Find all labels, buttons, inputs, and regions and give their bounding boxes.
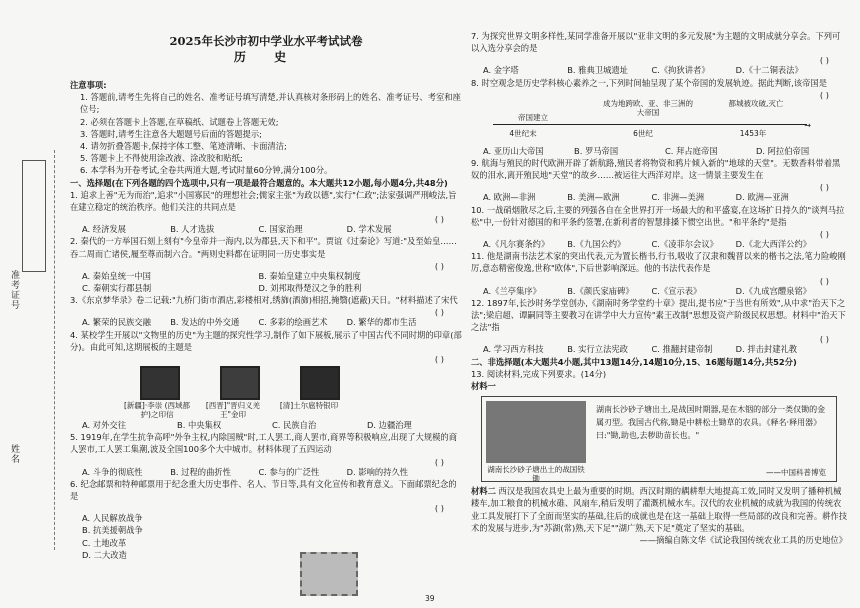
question-stem: 6. 纪念邮票和特种邮票用于纪念重大历史事件、名人、节日等,具有文化宣传和教育意义。下面邮票纪念的是	[70, 478, 457, 502]
note-item: 1. 答题前,请考生先将自己的姓名、准考证号填写清楚,并认真核对条形码上的姓名、准考证号、考室和座位号;	[80, 92, 461, 115]
option-c: C. 多彩的绘画艺术	[258, 317, 328, 328]
option-c: C. 民族自治	[272, 420, 317, 431]
options-row	[70, 270, 435, 294]
option-c: C. 推翻封建帝制	[651, 344, 713, 355]
answer-paren-row	[471, 54, 847, 64]
material1-box	[481, 396, 837, 482]
question-stem: 2. 秦代的一方举国石刻上刻有"今皇帝并一海内,以为郡县,天下和平"。贾谊《过秦论》写道:"及至始皇……吞二周而亡诸侯,履至尊而制六合。"两则史料都在证明同一历史事实是	[70, 236, 457, 259]
question-stem: 10. 一战硝烟散尽之后,主要的列强各自在全世界打开一场最大的和平盛宴,在这场扩日持久的"谈判马拉松"中,一份针对德国的和平条约签署,在新利者的智慧排搡下惯空出世。"和平条约"是指	[471, 204, 845, 227]
options-row	[471, 343, 820, 355]
seal-image-1	[140, 366, 180, 400]
seal-images	[140, 366, 462, 400]
answer-paren: ( )	[819, 229, 829, 240]
question-stem: 7. 为探究世界文明多样性,某同学准备开展以"亚非文明的多元发展"为主题的文明成就分享会。下列可以入选分享会的是	[471, 31, 841, 54]
options-row	[70, 316, 435, 328]
options-row	[70, 419, 462, 431]
option-d: D.《十二铜表法》	[735, 65, 803, 76]
student-id-box	[22, 160, 46, 272]
option-a: A. 人民解放战争	[82, 513, 143, 524]
option-d: D. 边疆治理	[367, 420, 412, 431]
options-row	[471, 238, 820, 250]
option-a: A. 经济发展	[82, 224, 126, 235]
section1-header: 一、选择题(在下列各题的四个选项中,只有一项是最符合题意的。本大题共12小题,每小题4分,共48分)	[70, 177, 448, 188]
exam-title: 2025年长沙市初中学业水平考试试卷	[169, 34, 363, 48]
material2-text: 西汉是我国农具史上最为重要的时期。西汉时期的耦耕犁大地提高工效,同时又发明了播种机械耧车,加工粮食的机械水碓、风扇车,稍后发明了灌溉机械水车。汉代的农业机械的成就为我国的传统农业工具发展打下了全面而坚实的基础,往后的成就也是在这一基础上取得一些局部的改良和完善。耕作技术的发展与进步,为"苏湖(常)熟,天下足""湖广熟,天下足"奠定了坚实的基础。	[471, 486, 848, 533]
note-item: 3. 答题时,请考生注意各大题题号后面的答题提示;	[80, 128, 262, 139]
answer-paren: ( )	[434, 503, 444, 514]
option-b: B. 雅典卫城遗址	[567, 65, 628, 76]
right-column	[471, 30, 847, 546]
notes-title: 注意事项:	[70, 80, 107, 90]
answer-paren: ( )	[434, 260, 444, 271]
question-stem: 12. 1897年,长沙时务学堂创办,《湖南时务学堂约十章》提出,提书应"于当世有所效",从中求"治天下之法";梁启超、谭嗣同等主要教习在讲学中大力宣传"素王改制"思想及资产阶级民权思想。材料中"治天下之法"指	[471, 297, 846, 333]
answer-paren: ( )	[434, 307, 444, 318]
options-row	[471, 285, 820, 297]
answer-paren: ( )	[819, 89, 829, 100]
iron-hoe-caption: 湖南长沙砂子塘出土的战国铁锄	[487, 465, 585, 484]
options-row	[471, 64, 820, 76]
answer-paren: ( )	[819, 55, 829, 66]
option-b: B. 实行立法宪政	[567, 344, 628, 355]
option-d: D. 繁华的都市生活	[346, 317, 417, 328]
answer-paren: ( )	[819, 334, 829, 345]
answer-paren-row	[70, 260, 462, 270]
option-c: C. 非洲—美洲	[651, 192, 704, 203]
option-c: C.《拘狄讲者》	[651, 65, 710, 76]
note-item: 5. 答题卡上不得使用涂改液、涂改胶和贴纸;	[80, 153, 243, 164]
option-b: B. 人才选拔	[170, 224, 215, 235]
option-c: C. 土地改革	[82, 537, 127, 548]
option-d: D. 学术发展	[346, 224, 392, 235]
question-stem: 8. 时空观念是历史学科核心素养之一,下列时间轴呈现了某个帝国的发展轨迹。据此判断,该帝国是	[471, 77, 828, 88]
question-stem: 4. 某校学生开展以"文物里的历史"为主题的探究性学习,制作了如下展板,展示了中国古代不同时期的印章(部分)。由此可知,这期展板的主题是	[70, 329, 462, 352]
option-a: A.《兰亭集序》	[483, 285, 541, 296]
student-id-label: 准考证号	[9, 270, 19, 310]
option-b: B. 美洲—欧洲	[567, 192, 620, 203]
q13-stem: 13. 阅读材料,完成下列要求。(14分)	[471, 368, 607, 379]
name-label: 姓名	[9, 444, 19, 464]
material2	[471, 485, 847, 534]
answer-paren-row	[471, 89, 847, 99]
timeline-year: 6世纪	[633, 128, 653, 138]
option-a: A. 秦始皇统一中国	[82, 270, 151, 281]
material2-source: ——摘编自陈文华《试论我国传统农业工具的历史地位》	[639, 535, 847, 546]
option-a: A. 亚历山大帝国	[483, 145, 544, 156]
option-c: C. 国家治理	[258, 224, 303, 235]
timeline-year: 4世纪末	[509, 128, 537, 138]
page-number: 39	[425, 594, 435, 603]
answer-paren: ( )	[819, 275, 829, 286]
option-c: C. 拜占庭帝国	[665, 145, 718, 156]
answer-paren-row	[471, 228, 847, 238]
seal-captions	[122, 401, 462, 419]
question-stem: 9. 航海与殖民的时代欧洲开辟了新航路,殖民者将物资和鸦片倾入新的"地球的天堂"。无数香料带着黑奴的泪水,离开殖民地"天堂"的故乡……被运往大西洋对岸。这一情景主要发生在	[471, 158, 841, 181]
left-questions	[70, 189, 462, 561]
answer-paren: ( )	[434, 214, 444, 225]
option-d: D. 欧洲—亚洲	[735, 192, 789, 203]
timeline-axis	[493, 124, 807, 125]
option-a: A. 对外交往	[82, 420, 126, 431]
answer-paren: ( )	[434, 456, 444, 467]
seal-caption: [新疆]·李崇 (西域都护)之印信	[123, 401, 191, 420]
section2-header: 二、非选择题(本大题共4小题,其中13题14分,14题10分,15、16题每题14分,共52分)	[471, 356, 797, 367]
answer-paren-row	[70, 502, 462, 512]
seal-image-3	[300, 366, 340, 400]
option-b: B. 发达的中外交通	[170, 317, 240, 328]
option-b: B. 秦始皇建立中央集权制度	[258, 270, 361, 281]
options-row	[70, 512, 435, 561]
options-row	[70, 223, 435, 235]
option-d: D.《九成宫醴泉铭》	[735, 285, 812, 296]
option-d: D. 刘邦取得楚汉之争的胜利	[258, 283, 362, 294]
timeline	[483, 99, 847, 145]
left-column	[70, 0, 462, 561]
timeline-label-fall: 都城被攻破,灭亡	[728, 98, 784, 108]
option-a: A. 繁荣的民族交融	[82, 317, 151, 328]
option-b: B. 抗美援朝战争	[82, 525, 143, 536]
binding-cut-line	[54, 150, 55, 550]
option-d: D. 二大改造	[82, 549, 127, 560]
seal-caption: [清]土尔扈特银印	[279, 401, 339, 411]
material1-label: 材料一	[471, 381, 496, 392]
question-stem: 5. 1919年,在学生抗争高呼"外争主权,内除国贼"时,工人罢工,商人罢市,商界等积极响应,出现了大规模的商人罢市,工人罢工集潮,波及全国100多个大中城市。材料体现了五四运动	[70, 432, 458, 455]
option-d: D. 拌击封建礼教	[735, 344, 798, 355]
timeline-label-founded: 帝国建立	[518, 112, 548, 122]
option-c: C. 秦朝实行郡县制	[82, 283, 152, 294]
timeline-arrow-icon: →	[804, 120, 811, 130]
timeline-year: 1453年	[739, 128, 767, 138]
option-a: A. 欧洲—非洲	[483, 192, 536, 203]
notes-list	[70, 91, 462, 176]
material2-label: 材料二	[471, 486, 496, 497]
seal-caption: [西晋]"晋归义羌王"金印	[205, 401, 261, 420]
option-a: A. 金字塔	[483, 65, 519, 76]
question-stem: 3.《东京梦华录》卷二记载:"九桥门街市酒店,彩楼相对,绣旆(酒旆)相招,掩翳(遮蔽)天日。"材料描述了宋代	[70, 295, 458, 306]
option-c: C.《宣示表》	[651, 285, 702, 296]
option-d: D.《北大西洋公约》	[735, 239, 812, 250]
answer-paren-row	[471, 275, 847, 285]
timeline-label-peak: 成为地跨欧、亚、非三洲的大帝国	[603, 98, 693, 117]
subject-title: 历 史	[233, 50, 299, 64]
answer-paren-row	[471, 333, 847, 343]
binding-strip	[0, 0, 66, 608]
option-a: A. 学习西方科技	[483, 344, 544, 355]
option-a: A.《凡尔赛条约》	[483, 239, 550, 250]
options-row	[471, 145, 847, 157]
option-d: D. 阿拉伯帝国	[756, 145, 810, 156]
answer-paren-row	[70, 456, 462, 466]
option-c: C. 参与的广泛性	[258, 466, 320, 477]
answer-paren: ( )	[434, 354, 444, 365]
seal-image-2	[220, 366, 260, 400]
note-item: 2. 必须在答题卡上答题,在草稿纸、试题卷上答题无效;	[80, 116, 279, 127]
answer-paren-row	[70, 306, 462, 316]
iron-hoe-image	[486, 401, 586, 463]
note-item: 6. 本学科为开卷考试,全卷共两道大题,考试时量60分钟,满分100分。	[80, 165, 333, 176]
option-a: A. 斗争的彻底性	[82, 466, 143, 477]
answer-paren-row	[471, 181, 847, 191]
note-item: 4. 请勿折叠答题卡,保持字体工整、笔迹清晰、卡面清洁;	[80, 141, 287, 152]
answer-paren: ( )	[819, 182, 829, 193]
material1-source: ——中国科普博览	[766, 468, 826, 478]
option-b: B. 过程的曲折性	[170, 466, 231, 477]
option-b: B.《九国公约》	[567, 239, 626, 250]
option-b: B. 中央集权	[177, 420, 222, 431]
options-row	[471, 191, 820, 203]
material1-text: 湖南长沙砂子塘出土,是战国时期器,是在木铟的部分一类仅锄的金属刃型。我国古代称,锄是中耕松土锄草的农具。《释名·释用器》曰:"锄,助也,去秽助苗长也。"	[596, 405, 826, 441]
option-c: C.《凌菲尔会议》	[651, 239, 718, 250]
question-stem: 11. 他是湖南书法艺术家的突出代表,元为置长楷书,行书,吸收了汉隶和魏晋以来的楷书之法,笔力险峻刚厉,意态精密俊逸,世称"欧体",下后世影响深远。他的书法代表作是	[471, 251, 846, 274]
commemorative-stamp-image	[300, 552, 358, 596]
options-row	[70, 466, 435, 478]
right-questions	[471, 30, 847, 356]
question-stem: 1. 追求上善"无为而治",追求"小国寡民"的理想社会;儒家主张"为政以德",实行"仁政";法家强调严刑峻法,旨在建立稳定的统治秩序。他们关注的共同点是	[70, 189, 457, 213]
option-b: B. 罗马帝国	[574, 145, 619, 156]
answer-paren-row	[70, 213, 462, 223]
option-d: D. 影响的持久性	[346, 466, 409, 477]
answer-paren-row	[70, 353, 462, 363]
option-b: B.《颜氏家庙碑》	[567, 285, 634, 296]
